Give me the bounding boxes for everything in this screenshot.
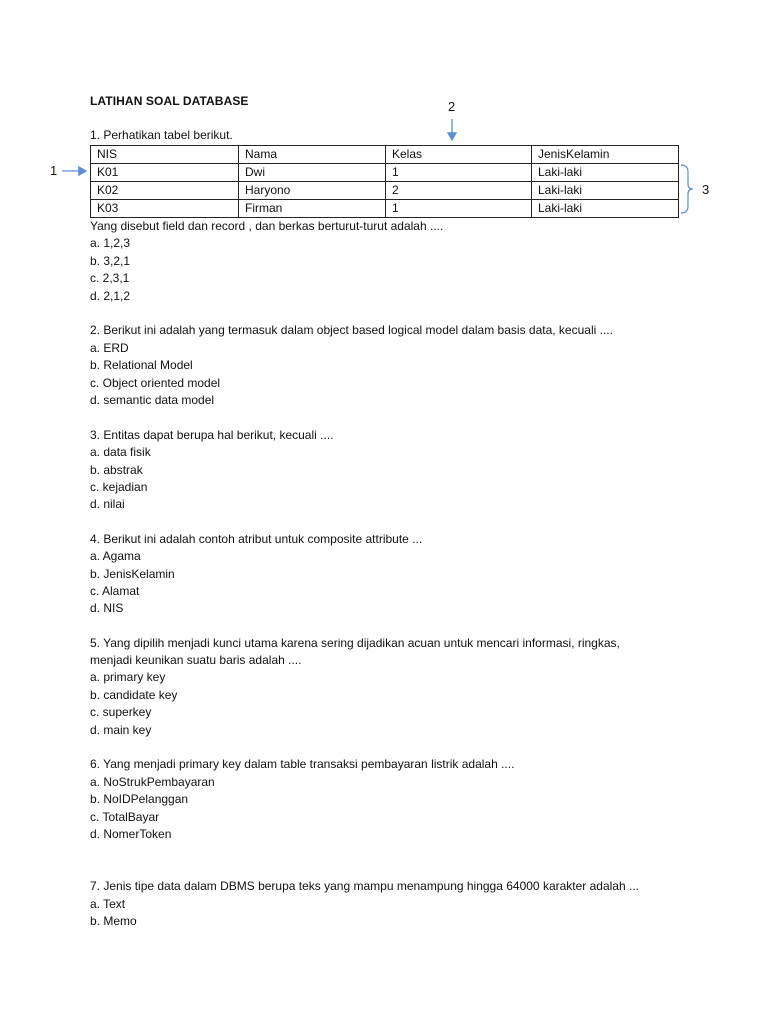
- table-cell: Laki-laki: [532, 164, 679, 182]
- q5-option-c: c. superkey: [90, 705, 152, 719]
- table-cell: Laki-laki: [532, 200, 679, 218]
- q1-option-a: a. 1,2,3: [90, 236, 131, 250]
- table-row: [91, 182, 679, 200]
- table-header-row: [91, 146, 679, 164]
- q6-option-a: a. NoStrukPembayaran: [90, 775, 215, 789]
- q6-option-b: b. NoIDPelanggan: [90, 792, 189, 806]
- q1-prompt: 1. Perhatikan tabel berikut.: [90, 128, 233, 142]
- q4-prompt: 4. Berikut ini adalah contoh atribut untuk composite attribute ...: [90, 532, 423, 546]
- table-header-cell: Nama: [239, 146, 386, 164]
- table-cell: K03: [91, 200, 239, 218]
- table-header-cell: NIS: [91, 146, 239, 164]
- q7-option-b: b. Memo: [90, 914, 137, 928]
- table-cell: Laki-laki: [532, 182, 679, 200]
- q5-prompt-line-1: 5. Yang dipilih menjadi kunci utama karena sering dijadikan acuan untuk mencari informasi, ringkas,: [90, 636, 620, 650]
- q6-option-c: c. TotalBayar: [90, 810, 160, 824]
- student-table: [90, 145, 679, 218]
- q3-prompt: 3. Entitas dapat berupa hal berikut, kecuali ....: [90, 428, 334, 442]
- table-cell: Dwi: [239, 164, 386, 182]
- q3-option-d: d. nilai: [90, 497, 125, 511]
- q5-option-a: a. primary key: [90, 670, 166, 684]
- table-cell: 2: [386, 182, 532, 200]
- q1-option-d: d. 2,1,2: [90, 289, 131, 303]
- q2-option-d: d. semantic data model: [90, 393, 215, 407]
- q3-option-b: b. abstrak: [90, 463, 143, 477]
- q1-option-c: c. 2,3,1: [90, 271, 130, 285]
- callout-field-number: 2: [448, 99, 456, 114]
- q2-option-a: a. ERD: [90, 341, 129, 355]
- q6-prompt: 6. Yang menjadi primary key dalam table transaksi pembayaran listrik adalah ....: [90, 757, 515, 771]
- table-cell: 1: [386, 164, 532, 182]
- q6-option-d: d. NomerToken: [90, 827, 172, 841]
- table-header-cell: JenisKelamin: [532, 146, 679, 164]
- q4-option-b: b. JenisKelamin: [90, 567, 175, 581]
- q2-option-b: b. Relational Model: [90, 358, 193, 372]
- q5-option-d: d. main key: [90, 723, 152, 737]
- file-brace: [681, 165, 693, 213]
- q4-option-a: a. Agama: [90, 549, 141, 563]
- q1-question: Yang disebut field dan record , dan berkas berturut-turut adalah ....: [90, 219, 444, 233]
- table-cell: Haryono: [239, 182, 386, 200]
- table-row: [91, 164, 679, 182]
- q7-prompt: 7. Jenis tipe data dalam DBMS berupa teks yang mampu menampung hingga 64000 karakter adalah ...: [90, 879, 639, 893]
- table-cell: K02: [91, 182, 239, 200]
- q3-option-c: c. kejadian: [90, 480, 148, 494]
- q4-option-c: c. Alamat: [90, 584, 140, 598]
- q1-option-b: b. 3,2,1: [90, 254, 131, 268]
- document-title: LATIHAN SOAL DATABASE: [90, 94, 249, 108]
- q3-option-a: a. data fisik: [90, 445, 151, 459]
- q5-option-b: b. candidate key: [90, 688, 178, 702]
- table-cell: 1: [386, 200, 532, 218]
- q4-option-d: d. NIS: [90, 601, 124, 615]
- table-header-cell: Kelas: [386, 146, 532, 164]
- q7-option-a: a. Text: [90, 897, 126, 911]
- q2-prompt: 2. Berikut ini adalah yang termasuk dalam object based logical model dalam basis data, kecuali ....: [90, 323, 613, 337]
- table-row: [91, 200, 679, 218]
- q5-prompt-line-2: menjadi keunikan suatu baris adalah ....: [90, 653, 302, 667]
- q2-option-c: c. Object oriented model: [90, 376, 221, 390]
- table-cell: K01: [91, 164, 239, 182]
- callout-file-number: 3: [702, 182, 710, 197]
- callout-record-number: 1: [50, 163, 58, 178]
- table-cell: Firman: [239, 200, 386, 218]
